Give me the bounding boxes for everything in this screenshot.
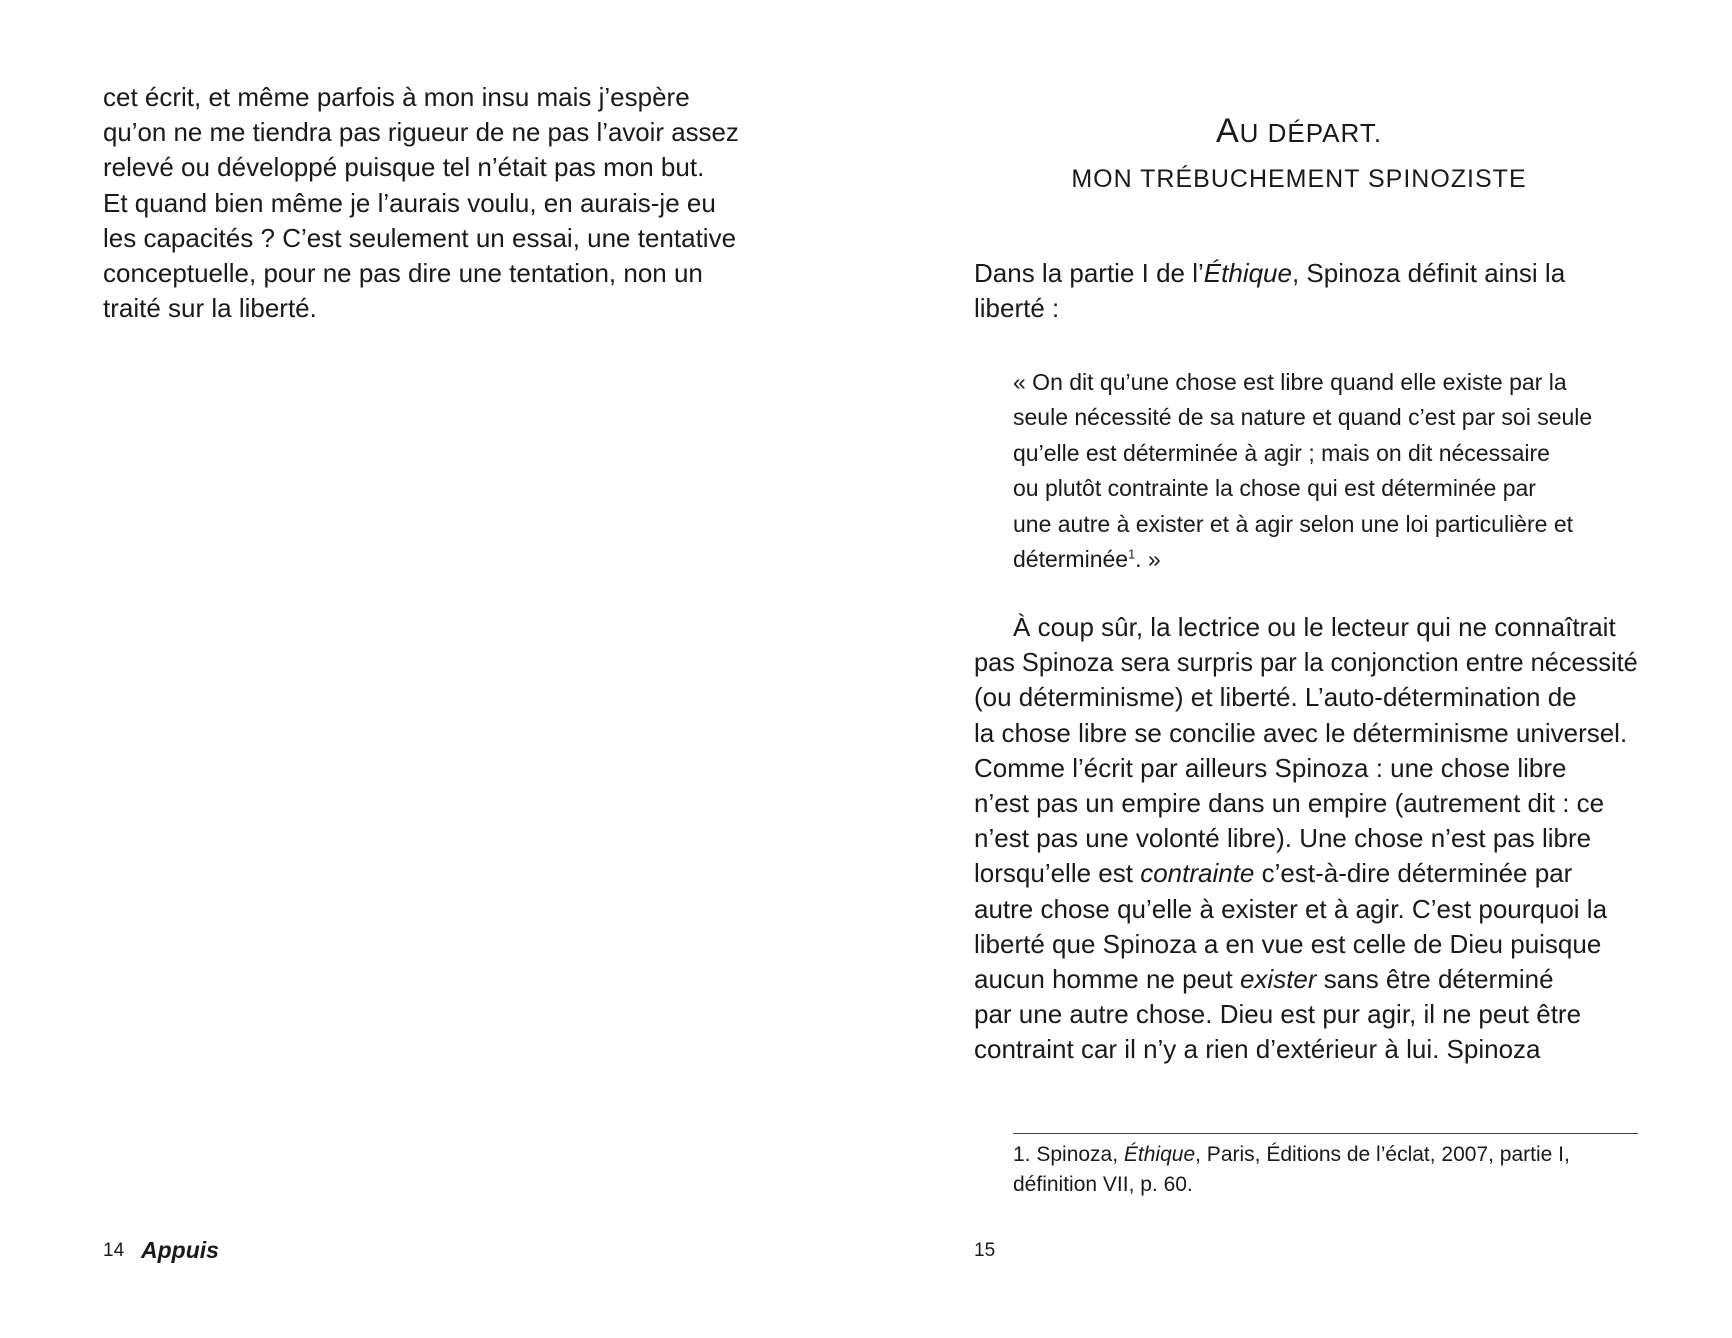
text-run: définition VII, p. 60. xyxy=(1013,1173,1193,1196)
text-line xyxy=(974,753,1567,784)
text-run: relevé ou développé puisque tel n’était pas mon but. xyxy=(103,152,705,183)
text-line xyxy=(103,223,736,254)
text-line xyxy=(1013,546,1161,573)
italic-text: Éthique xyxy=(1123,1143,1196,1166)
chapter-title xyxy=(866,112,1732,151)
text-run: Et quand bien même je l’aurais voulu, en aurais-je eu xyxy=(103,187,716,218)
text-run: cet écrit, et même parfois à mon insu mais j’espère xyxy=(103,82,690,112)
text-line xyxy=(1013,1143,1570,1167)
text-run: « On dit qu’une chose est libre quand elle existe par la xyxy=(1013,369,1567,395)
text-line xyxy=(974,823,1591,854)
text-run: les capacités ? C’est seulement un essai, une tentative xyxy=(103,222,737,253)
text-line xyxy=(103,82,690,113)
text-line xyxy=(103,258,703,289)
italic-text: contrainte xyxy=(1140,858,1255,889)
text-run: Dans la partie I de l’ xyxy=(974,258,1204,288)
text-line xyxy=(1013,612,1616,643)
running-head: Appuis xyxy=(141,1237,219,1263)
text-line xyxy=(974,858,1572,889)
text-line xyxy=(974,258,1565,289)
footnote-ref: 1 xyxy=(1128,547,1136,562)
text-line xyxy=(974,999,1581,1030)
text-line xyxy=(974,1034,1541,1065)
text-run: n’est pas une volonté libre). Une chose n’est pas libre xyxy=(974,823,1592,854)
text-run: , Paris, Éditions de l’éclat, 2007, partie I, xyxy=(1195,1143,1570,1166)
page-number-left: 14 xyxy=(103,1240,125,1261)
right-page xyxy=(866,0,1732,1338)
text-line xyxy=(974,964,1554,995)
text-line xyxy=(974,647,1638,678)
text-run: contraint car il n’y a rien d’extérieur à lui. Spinoza xyxy=(974,1034,1541,1065)
text-run: qu’elle est déterminée à agir ; mais on dit nécessaire xyxy=(1013,439,1550,466)
text-run: qu’on ne me tiendra pas rigueur de ne pas l’avoir assez xyxy=(103,117,739,148)
text-run: autre chose qu’elle à exister et à agir. C’est pourquoi la xyxy=(974,893,1608,924)
text-run: c’est-à-dire déterminée par xyxy=(1254,858,1573,889)
text-run: (ou déterminisme) et liberté. L’auto-détermination de xyxy=(974,682,1577,713)
chapter-title-initial: A xyxy=(1215,112,1240,150)
text-run: une autre à exister et à agir selon une loi particulière et xyxy=(1013,510,1573,537)
page-number-right: 15 xyxy=(974,1240,996,1261)
text-line xyxy=(974,293,1059,324)
text-run: seule nécessité de sa nature et quand c’est par soi seule xyxy=(1013,404,1593,431)
text-run: , Spinoza définit ainsi la xyxy=(1291,258,1566,288)
text-run: liberté : xyxy=(974,293,1060,324)
text-run: À coup sûr, la lectrice ou le lecteur qui ne connaîtrait xyxy=(1013,612,1616,642)
text-run: . » xyxy=(1135,546,1161,572)
text-run: liberté que Spinoza a en vue est celle de Dieu puisque xyxy=(974,928,1602,959)
text-line xyxy=(103,117,739,148)
text-run: n’est pas un empire dans un empire (autrement dit : ce xyxy=(974,788,1605,818)
text-line xyxy=(1013,475,1536,502)
text-run: sans être déterminé xyxy=(1316,964,1554,994)
text-line xyxy=(974,894,1607,925)
text-run: lorsqu’elle est xyxy=(974,858,1141,889)
text-run: pas Spinoza sera surpris par la conjonction entre nécessité xyxy=(974,647,1638,678)
text-line xyxy=(974,682,1577,713)
text-run: 1. Spinoza, xyxy=(1013,1143,1124,1166)
text-line xyxy=(974,929,1601,960)
italic-text: Éthique xyxy=(1203,258,1292,288)
text-run: conceptuelle, pour ne pas dire une tentation, non un xyxy=(103,258,703,288)
text-line xyxy=(1013,511,1573,538)
text-run: par une autre chose. Dieu est pur agir, il ne peut être xyxy=(974,999,1582,1030)
text-line xyxy=(1013,369,1567,396)
text-run: aucun homme ne peut xyxy=(974,964,1240,994)
text-line xyxy=(103,152,704,183)
text-line xyxy=(1013,1173,1193,1197)
text-line xyxy=(974,718,1627,749)
chapter-subtitle: MON TRÉBUCHEMENT SPINOZISTE xyxy=(1071,165,1527,193)
text-line xyxy=(103,293,317,324)
text-line xyxy=(103,188,716,219)
text-line xyxy=(1013,404,1592,431)
text-run: ou plutôt contrainte la chose qui est déterminée par xyxy=(1013,475,1536,502)
italic-text: exister xyxy=(1239,964,1317,994)
text-run: Comme l’écrit par ailleurs Spinoza : une chose libre xyxy=(974,752,1567,783)
text-run: déterminée xyxy=(1013,546,1129,572)
text-run: traité sur la liberté. xyxy=(103,293,317,324)
footnote-rule xyxy=(1013,1133,1638,1134)
text-line xyxy=(974,788,1604,819)
chapter-title-rest: U DÉPART. xyxy=(1239,118,1383,148)
text-line xyxy=(1013,440,1550,467)
text-run: la chose libre se concilie avec le déterminisme universel. xyxy=(974,717,1628,748)
